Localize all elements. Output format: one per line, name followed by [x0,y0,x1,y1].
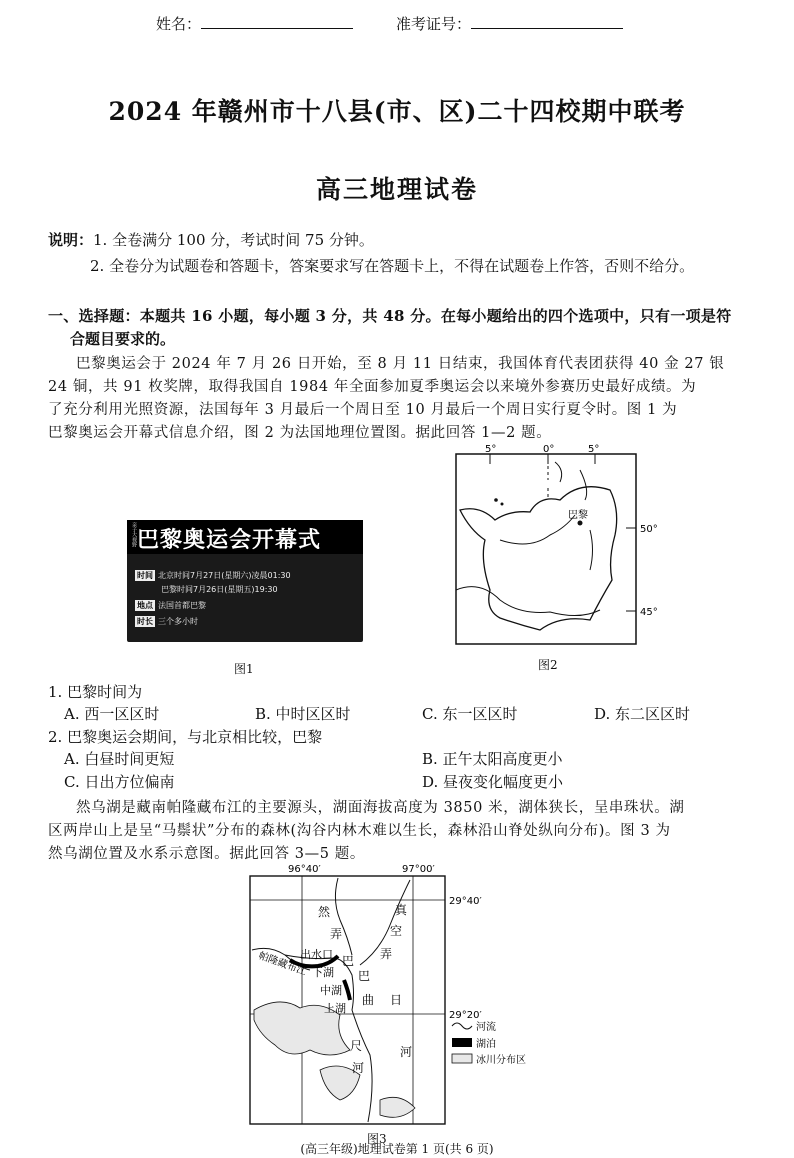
fig3-label-kong: 空 [390,924,403,938]
fig3-label-outlet: 出水口 [300,948,333,961]
fig3-label-ba1: 巴 [342,954,355,968]
fig3-label-ba2: 巴 [358,969,371,983]
duration-value: 三个多小时 [158,617,198,626]
figure1-caption: 图1 [234,662,254,676]
poster-side-tag: 亲子大视野 [131,522,137,547]
q1-stem: 1. 巴黎时间为 [48,683,143,701]
fig3-label-nong2: 弄 [380,947,393,961]
fig2-lat-label-2: 45° [640,607,658,618]
fig3-label-nong: 弄 [330,927,343,941]
fig2-lon-label-1: 5° [485,444,497,455]
fig2-lon-label-3: 5° [588,444,600,455]
name-blank [201,12,353,29]
fig2-dot-2 [501,503,504,506]
section1-line1: 一、选择题：本题共 16 小题，每小题 3 分，共 48 分。在每小题给出的四个选项中，只有一项是符 [48,307,732,325]
fig2-river-south [456,587,600,616]
time-tag: 时间 [137,571,153,580]
instructions-line2: 2. 全卷分为试题卷和答题卡，答案要求写在答题卡上，不得在试题卷上作答，否则不给分。 [90,257,695,275]
instructions-text1: 1. 全卷满分 100 分，考试时间 75 分钟。 [93,231,374,249]
q2-stem: 2. 巴黎奥运会期间，与北京相比较，巴黎 [48,728,323,746]
fig2-coast-north [555,462,587,500]
fig2-dot-1 [494,498,498,502]
figure2-caption: 图2 [538,658,558,672]
fig2-river-seine [500,515,575,544]
fig3-label-qu: 曲 [362,993,375,1007]
legend-glacier-icon [452,1054,472,1063]
fig3-lon-label-2: 97°00′ [402,864,435,875]
legend-lake-icon [452,1038,472,1047]
q1-option-d[interactable]: D. 东二区区时 [594,705,691,723]
legend-river-icon [452,1023,472,1029]
fig3-label-ran: 然 [318,905,331,919]
page-title: 2024 年赣州市十八县(市、区)二十四校期中联考 [108,97,686,126]
passage2-line3: 然乌湖位置及水系示意图。据此回答 3—5 题。 [48,846,365,862]
figure1-poster [127,520,363,642]
duration-tag: 时长 [137,617,153,626]
poster-title: 巴黎奥运会开幕式 [137,528,322,553]
exam-no-blank [471,12,623,29]
poster-duration-row [135,616,198,627]
instructions-line1 [48,229,374,250]
fig3-river-north [335,878,352,955]
q2-option-c[interactable]: C. 日出方位偏南 [64,773,175,791]
poster-header [127,520,363,554]
section1-line2: 合题目要求的。 [70,330,176,348]
figure2-map [440,440,670,650]
poster-time-row [135,570,291,581]
fig2-paris-label: 巴黎 [568,510,588,521]
fig3-label-he: 河 [400,1045,413,1059]
name-label: 姓名： [156,15,202,33]
passage2-line2: 区两岸山上是呈“马鬃状”分布的森林(沟谷内林木难以生长，森林沿山脊处纵向分布)。图 3 为 [48,823,671,839]
time-paris: 巴黎时间7月26日(星期五)19:30 [161,585,278,594]
passage1-line1: 巴黎奥运会于 2024 年 7 月 26 日开始，至 8 月 11 日结束，我国体育代表团获得 40 金 27 银 [76,356,725,372]
passage1-line2: 24 铜，共 91 枚奖牌，取得我国自 1984 年全面参加夏季奥运会以来境外参赛历史最好成绩。为 [48,379,697,395]
fig3-glacier-3 [380,1097,415,1117]
exam-no-field [396,12,623,34]
poster-place-row [135,600,206,611]
fig2-lat-label-1: 50° [640,524,658,535]
page-footer: (高三年级)地理试卷第 1 页(共 6 页) [300,1142,494,1156]
fig2-lon-label-2: 0° [543,444,555,455]
place-tag: 地点 [137,601,153,610]
fig3-label-he2: 河 [352,1061,365,1075]
passage1-line3: 了充分利用光照资源，法国每年 3 月最后一个周日至 10 月最后一个周日实行夏令时。图 1 为 [48,402,678,418]
time-beijing: 北京时间7月27日(星期六)凌晨01:30 [158,571,291,580]
q2-option-a[interactable]: A. 白昼时间更短 [64,750,175,768]
page-subtitle: 高三地理试卷 [315,175,478,204]
name-field [156,12,353,34]
fig3-label-zhonghu: 中湖 [320,984,342,997]
exam-no-label: 准考证号： [396,15,472,33]
legend-lake-label: 湖泊 [476,1039,496,1050]
q1-option-c[interactable]: C. 东一区区时 [422,705,518,723]
fig3-label-xiahu: 下湖 [312,966,334,979]
legend-river-label: 河流 [476,1022,496,1033]
fig2-river-rhone [590,530,593,570]
passage2-line1: 然乌湖是藏南帕隆藏布江的主要源头，湖面海拔高度为 3850 米，湖体狭长，呈串珠状。湖 [76,800,685,816]
q2-option-b[interactable]: B. 正午太阳高度更小 [422,750,563,768]
figure3-map [240,860,540,1145]
fig3-label-zhen: 真 [395,903,408,917]
place-value: 法国首都巴黎 [158,601,206,610]
fig3-lat-label-2: 29°20′ [449,1010,482,1021]
fig3-lake-zhonghu [344,980,350,1000]
fig3-label-chi: 尺 [350,1039,363,1053]
q2-option-d[interactable]: D. 昼夜变化幅度更小 [422,773,564,791]
fig3-label-ri: 日 [390,993,403,1007]
legend-glacier-label: 冰川分布区 [476,1055,526,1066]
fig2-france-outline [460,487,617,630]
fig3-lat-label-1: 29°40′ [449,896,482,907]
fig3-label-palong: 帕隆藏布江 [256,950,308,978]
figure3-caption: 图3 [367,1132,387,1146]
fig3-lon-label-1: 96°40′ [288,864,321,875]
q1-option-b[interactable]: B. 中时区区时 [255,705,351,723]
q1-option-a[interactable]: A. 西一区区时 [64,705,160,723]
fig3-label-shanghu: 上湖 [324,1002,346,1015]
instructions-label: 说明： [48,231,94,249]
passage1-line4: 巴黎奥运会开幕式信息介绍，图 2 为法国地理位置图。据此回答 1—2 题。 [48,425,552,441]
paris-dot [578,521,583,526]
